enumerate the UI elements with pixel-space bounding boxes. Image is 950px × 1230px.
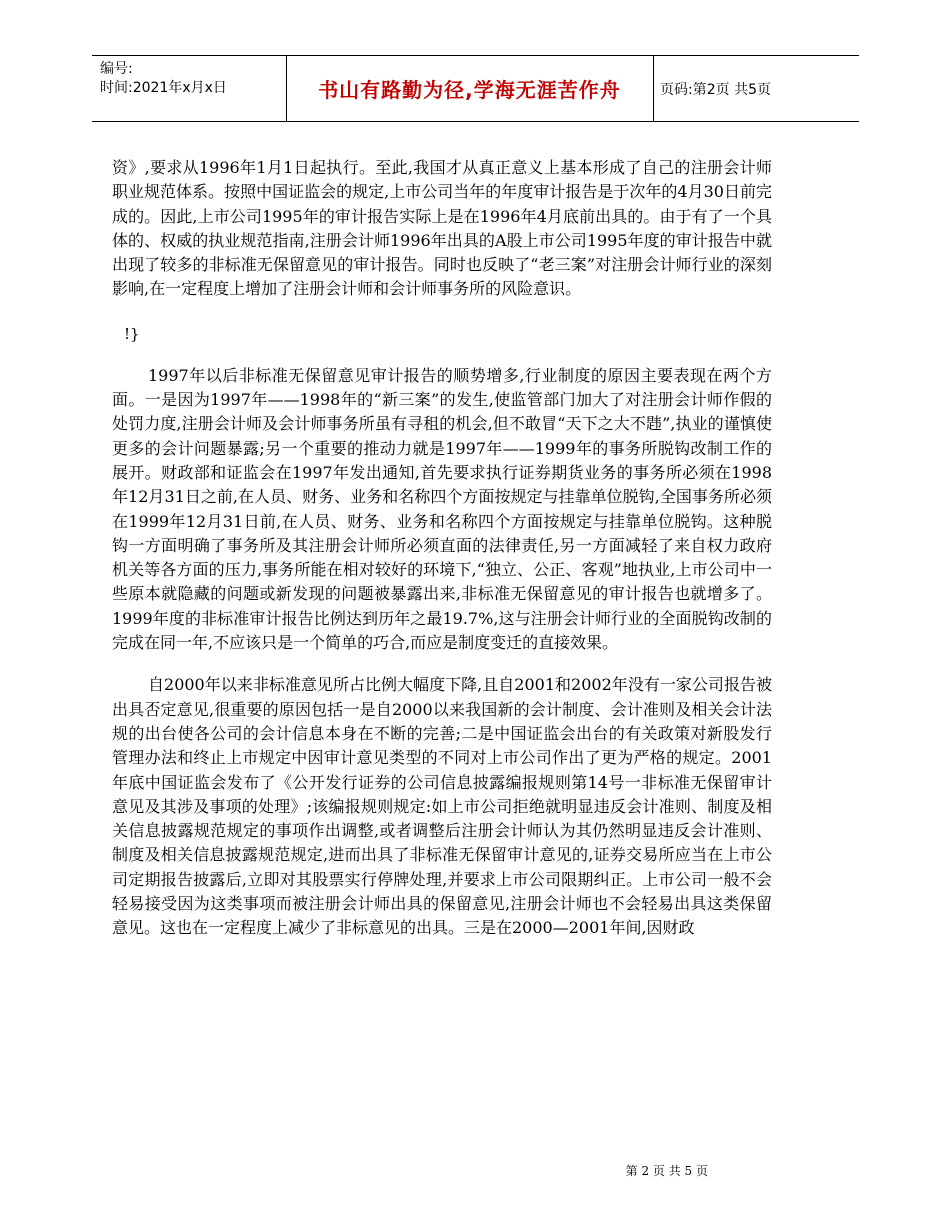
paragraph-1: 资》,要求从1996年1月1日起执行。至此,我国才从真正意义上基本形成了自己的注册会计师职业规范体系。按照中国证监会的规定,上市公司当年的年度审计报告是于次年的4月30日前完成的。因此,上市公司1995年的审计报告实际上是在1996年4月底前出具的。由于有了一个具体的、权威的执业规范指南,注册会计师1996年出具的A股上市公司1995年度的审计报告中就出现了较多的非标准无保留意见的审计报告。同时也反映了“老三案”对注册会计师行业的深刻影响,在一定程度上增加了注册会计师和会计师事务所的风险意识。 xyxy=(112,158,772,299)
header-meta xyxy=(100,60,227,98)
paragraph-2: 1997年以后非标准无保留意见审计报告的顺势增多,行业制度的原因主要表现在两个方面。一是因为1997年——1998年的“新三案”的发生,使监管部门加大了对注册会计师作假的处罚力度,注册会计师及会计师事务所虽有寻租的机会,但不敢冒“天下之大不韪”,执业的谨慎使更多的会计问题暴露;另一个重要的推动力就是1997年——1999年的事务所脱钩改制工作的展开。财政部和证监会在1997年发出通知,首先要求执行证券期货业务的事务所必须在1998年12月31日之前,在人员、财务、业务和名称四个方面按规定与挂靠单位脱钩,全国事务所必须在1999年12月31日前,在人员、财务、业务和名称四个方面按规定与挂靠单位脱钩。这种脱钩一方面明确了事务所及其注册会计师所必须直面的法律责任,另一方面减轻了来自权力政府机关等各方面的压力,事务所能在相对较好的环境下,“独立、公正、客观”地执业,上市公司中一些原本就隐藏的问题或新发现的问题被暴露出来,非标准无保留意见的审计报告也就增多了。1999年度的非标准审计报告比例达到历年之最19.7%,这与注册会计师行业的全面脱钩改制的完成在同一年,不应该只是一个简单的巧合,而应是制度变迁的直接效果。 xyxy=(112,365,772,653)
footer-page-number: 第 2 页 共 5 页 xyxy=(625,1164,708,1178)
document-time-label: 时间:2021年x月x日 xyxy=(100,80,227,96)
page-footer xyxy=(0,1160,950,1179)
header-page-info: 页码:第2页 共5页 xyxy=(660,81,771,98)
document-code-label: 编号: xyxy=(100,61,133,77)
header-divider-right xyxy=(653,56,654,121)
stray-mark: !} xyxy=(124,324,140,343)
paragraph-3: 自2000年以来非标准意见所占比例大幅度下降,且自2001和2002年没有一家公司报告被出具否定意见,很重要的原因包括一是自2000以来我国新的会计制度、会计准则及相关会计法规的出台使各公司的会计信息本身在不断的完善;二是中国证监会出台的有关政策对新股发行管理办法和终止上市规定中因审计意见类型的不同对上市公司作出了更为严格的规定。2001年底中国证监会发布了《公开发行证券的公司信息披露编报规则第14号一非标准无保留审计意见及其涉及事项的处理》;该编报规则规定:如上市公司拒绝就明显违反会计准则、制度及相关信息披露规范规定的事项作出调整,或者调整后注册会计师认为其仍然明显违反会计准则、制度及相关信息披露规范规定,进而出具了非标准无保留审计意见的,证券交易所应当在上市公司定期报告披露后,立即对其股票实行停牌处理,并要求上市公司限期纠正。上市公司一般不会轻易接受因为这类事项而被注册会计师出具的保留意见,注册会计师也不会轻易出具这类保留意见。这也在一定程度上减少了非标意见的出具。三是在2000—2001年间,因财政 xyxy=(112,675,772,938)
header-motto: 书山有路勤为径,学海无涯苦作舟 xyxy=(318,78,621,102)
document-body xyxy=(112,156,772,941)
header-bottom-rule xyxy=(92,121,859,122)
